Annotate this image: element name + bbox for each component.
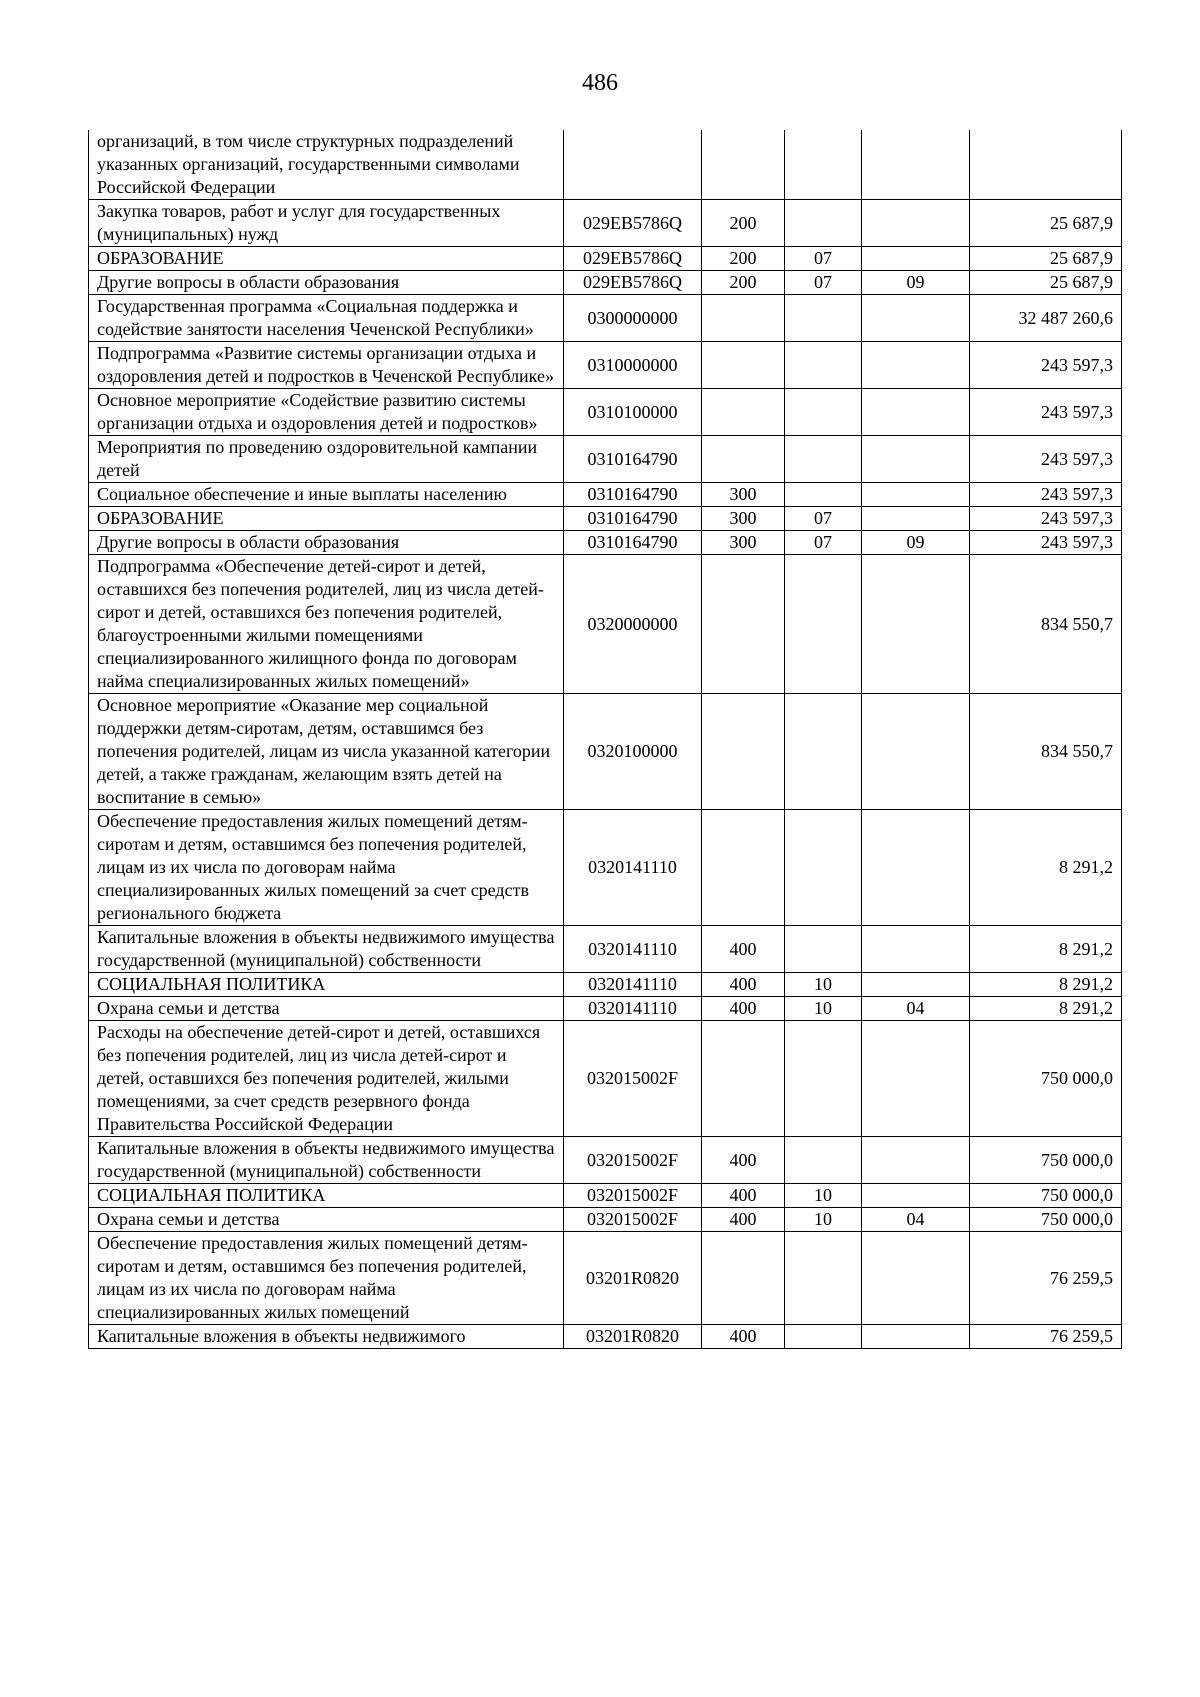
row-name-cell: Охрана семьи и детства (89, 997, 564, 1021)
row-name-cell: Расходы на обеспечение детей-сирот и детей, оставшихся без попечения родителей, лиц из числа детей-сирот и детей, оставшихся без попечения родителей, жилыми помещениями, за счет средств резервного фонда Правительства Российской Федерации (89, 1021, 564, 1137)
row-name-cell: Капитальные вложения в объекты недвижимого (89, 1325, 564, 1349)
row-subsection-cell (862, 483, 970, 507)
row-name-cell: Обеспечение предоставления жилых помещений детям-сиротам и детям, оставшимся без попечения родителей, лицам из их числа по договорам найма специализированных жилых помещений (89, 1232, 564, 1325)
row-section-cell (785, 200, 862, 247)
row-target-article-cell: 032015002F (564, 1021, 702, 1137)
row-amount-cell: 243 597,3 (970, 483, 1122, 507)
row-section-cell (785, 130, 862, 200)
row-amount-cell: 243 597,3 (970, 436, 1122, 483)
row-subsection-cell (862, 810, 970, 926)
row-section-cell: 10 (785, 1184, 862, 1208)
row-section-cell (785, 694, 862, 810)
table-row (89, 271, 1122, 295)
row-target-article-cell: 032015002F (564, 1137, 702, 1184)
table-row (89, 247, 1122, 271)
row-amount-cell: 243 597,3 (970, 507, 1122, 531)
row-subsection-cell (862, 200, 970, 247)
row-expense-type-cell: 400 (702, 973, 785, 997)
row-amount-cell: 8 291,2 (970, 926, 1122, 973)
table-row (89, 973, 1122, 997)
row-expense-type-cell: 200 (702, 200, 785, 247)
table-row (89, 200, 1122, 247)
row-target-article-cell: 0310164790 (564, 483, 702, 507)
table-row (89, 997, 1122, 1021)
row-expense-type-cell: 400 (702, 1208, 785, 1232)
row-amount-cell: 8 291,2 (970, 997, 1122, 1021)
row-name-cell: Другие вопросы в области образования (89, 531, 564, 555)
row-subsection-cell: 04 (862, 997, 970, 1021)
row-section-cell (785, 555, 862, 694)
table-row (89, 810, 1122, 926)
row-subsection-cell (862, 1184, 970, 1208)
table-row (89, 1325, 1122, 1349)
row-amount-cell: 8 291,2 (970, 973, 1122, 997)
row-subsection-cell (862, 1325, 970, 1349)
row-amount-cell: 76 259,5 (970, 1325, 1122, 1349)
row-expense-type-cell (702, 694, 785, 810)
row-section-cell (785, 342, 862, 389)
row-amount-cell: 25 687,9 (970, 200, 1122, 247)
budget-table (88, 130, 1122, 1349)
row-subsection-cell (862, 694, 970, 810)
row-target-article-cell: 0310000000 (564, 342, 702, 389)
row-name-cell: СОЦИАЛЬНАЯ ПОЛИТИКА (89, 973, 564, 997)
row-name-cell: ОБРАЗОВАНИЕ (89, 507, 564, 531)
table-row (89, 1184, 1122, 1208)
row-target-article-cell: 0320141110 (564, 973, 702, 997)
row-name-cell: Основное мероприятие «Содействие развитию системы организации отдыха и оздоровления детей и подростков» (89, 389, 564, 436)
row-expense-type-cell: 400 (702, 1137, 785, 1184)
row-amount-cell: 25 687,9 (970, 271, 1122, 295)
row-target-article-cell (564, 130, 702, 200)
row-amount-cell: 32 487 260,6 (970, 295, 1122, 342)
row-target-article-cell: 0320141110 (564, 997, 702, 1021)
table-row (89, 531, 1122, 555)
row-section-cell: 07 (785, 507, 862, 531)
row-target-article-cell: 03201R0820 (564, 1325, 702, 1349)
row-target-article-cell: 0310100000 (564, 389, 702, 436)
table-row (89, 1208, 1122, 1232)
row-section-cell (785, 1137, 862, 1184)
row-amount-cell: 76 259,5 (970, 1232, 1122, 1325)
table-row (89, 1021, 1122, 1137)
row-target-article-cell: 0310164790 (564, 507, 702, 531)
row-amount-cell (970, 130, 1122, 200)
row-expense-type-cell: 300 (702, 531, 785, 555)
row-expense-type-cell (702, 1021, 785, 1137)
row-target-article-cell: 0320141110 (564, 810, 702, 926)
row-subsection-cell: 04 (862, 1208, 970, 1232)
row-subsection-cell (862, 1137, 970, 1184)
row-expense-type-cell (702, 342, 785, 389)
row-expense-type-cell: 400 (702, 1325, 785, 1349)
row-subsection-cell (862, 926, 970, 973)
row-target-article-cell: 0310164790 (564, 436, 702, 483)
row-section-cell (785, 810, 862, 926)
row-expense-type-cell: 200 (702, 271, 785, 295)
row-target-article-cell: 032015002F (564, 1184, 702, 1208)
row-name-cell: Подпрограмма «Развитие системы организации отдыха и оздоровления детей и подростков в Чеченской Республике» (89, 342, 564, 389)
row-section-cell: 07 (785, 271, 862, 295)
row-section-cell: 10 (785, 1208, 862, 1232)
table-row (89, 130, 1122, 200)
table-row (89, 483, 1122, 507)
row-amount-cell: 243 597,3 (970, 531, 1122, 555)
row-subsection-cell: 09 (862, 271, 970, 295)
row-subsection-cell (862, 973, 970, 997)
row-subsection-cell (862, 1232, 970, 1325)
row-name-cell: Закупка товаров, работ и услуг для государственных (муниципальных) нужд (89, 200, 564, 247)
row-expense-type-cell: 400 (702, 997, 785, 1021)
table-row (89, 295, 1122, 342)
row-section-cell (785, 389, 862, 436)
row-expense-type-cell (702, 436, 785, 483)
row-section-cell (785, 295, 862, 342)
row-section-cell (785, 483, 862, 507)
row-name-cell: Социальное обеспечение и иные выплаты населению (89, 483, 564, 507)
row-amount-cell: 834 550,7 (970, 694, 1122, 810)
row-subsection-cell (862, 389, 970, 436)
row-expense-type-cell: 400 (702, 926, 785, 973)
row-target-article-cell: 032015002F (564, 1208, 702, 1232)
row-amount-cell: 834 550,7 (970, 555, 1122, 694)
row-expense-type-cell: 300 (702, 507, 785, 531)
row-subsection-cell (862, 342, 970, 389)
row-expense-type-cell: 300 (702, 483, 785, 507)
row-target-article-cell: 029EB5786Q (564, 247, 702, 271)
row-subsection-cell (862, 295, 970, 342)
row-amount-cell: 750 000,0 (970, 1021, 1122, 1137)
row-subsection-cell (862, 130, 970, 200)
row-expense-type-cell (702, 555, 785, 694)
row-section-cell: 07 (785, 247, 862, 271)
row-target-article-cell: 0320141110 (564, 926, 702, 973)
row-amount-cell: 8 291,2 (970, 810, 1122, 926)
table-row (89, 389, 1122, 436)
row-subsection-cell (862, 247, 970, 271)
row-expense-type-cell (702, 389, 785, 436)
row-section-cell (785, 436, 862, 483)
row-name-cell: Капитальные вложения в объекты недвижимого имущества государственной (муниципальной) собственности (89, 926, 564, 973)
row-subsection-cell: 09 (862, 531, 970, 555)
table-row (89, 555, 1122, 694)
row-subsection-cell (862, 507, 970, 531)
row-section-cell: 07 (785, 531, 862, 555)
row-name-cell: Другие вопросы в области образования (89, 271, 564, 295)
row-amount-cell: 750 000,0 (970, 1137, 1122, 1184)
row-target-article-cell: 0310164790 (564, 531, 702, 555)
row-subsection-cell (862, 436, 970, 483)
row-section-cell (785, 1232, 862, 1325)
row-target-article-cell: 029EB5786Q (564, 271, 702, 295)
row-name-cell: организаций, в том числе структурных подразделений указанных организаций, государственными символами Российской Федерации (89, 130, 564, 200)
row-target-article-cell: 029EB5786Q (564, 200, 702, 247)
row-expense-type-cell (702, 1232, 785, 1325)
row-section-cell (785, 1325, 862, 1349)
row-expense-type-cell: 400 (702, 1184, 785, 1208)
table-row (89, 1137, 1122, 1184)
table-row (89, 436, 1122, 483)
row-name-cell: Подпрограмма «Обеспечение детей-сирот и детей, оставшихся без попечения родителей, лиц из числа детей-сирот и детей, оставшихся без попечения родителей, благоустроенными жилыми помещениями специализированного жилищного фонда по договорам найма специализированных жилых помещений» (89, 555, 564, 694)
row-section-cell: 10 (785, 973, 862, 997)
row-amount-cell: 750 000,0 (970, 1184, 1122, 1208)
row-name-cell: ОБРАЗОВАНИЕ (89, 247, 564, 271)
table-row (89, 1232, 1122, 1325)
row-amount-cell: 25 687,9 (970, 247, 1122, 271)
table-row (89, 694, 1122, 810)
budget-table-body (89, 130, 1122, 1349)
row-name-cell: Основное мероприятие «Оказание мер социальной поддержки детям-сиротам, детям, оставшимся без попечения родителей, лицам из числа указанной категории детей, а также гражданам, желающим взять детей на воспитание в семью» (89, 694, 564, 810)
row-name-cell: Охрана семьи и детства (89, 1208, 564, 1232)
row-section-cell (785, 1021, 862, 1137)
row-section-cell: 10 (785, 997, 862, 1021)
row-amount-cell: 243 597,3 (970, 389, 1122, 436)
row-target-article-cell: 03201R0820 (564, 1232, 702, 1325)
row-target-article-cell: 0300000000 (564, 295, 702, 342)
row-section-cell (785, 926, 862, 973)
row-target-article-cell: 0320100000 (564, 694, 702, 810)
row-name-cell: Мероприятия по проведению оздоровительной кампании детей (89, 436, 564, 483)
page-number: 486 (582, 70, 618, 96)
row-target-article-cell: 0320000000 (564, 555, 702, 694)
row-amount-cell: 750 000,0 (970, 1208, 1122, 1232)
table-row (89, 926, 1122, 973)
table-row (89, 507, 1122, 531)
row-name-cell: СОЦИАЛЬНАЯ ПОЛИТИКА (89, 1184, 564, 1208)
row-subsection-cell (862, 1021, 970, 1137)
row-amount-cell: 243 597,3 (970, 342, 1122, 389)
row-name-cell: Государственная программа «Социальная поддержка и содействие занятости населения Чеченской Республики» (89, 295, 564, 342)
row-name-cell: Обеспечение предоставления жилых помещений детям-сиротам и детям, оставшимся без попечения родителей, лицам из их числа по договорам найма специализированных жилых помещений за счет средств регионального бюджета (89, 810, 564, 926)
row-expense-type-cell (702, 810, 785, 926)
table-row (89, 342, 1122, 389)
row-subsection-cell (862, 555, 970, 694)
row-name-cell: Капитальные вложения в объекты недвижимого имущества государственной (муниципальной) собственности (89, 1137, 564, 1184)
row-expense-type-cell (702, 295, 785, 342)
row-expense-type-cell: 200 (702, 247, 785, 271)
row-expense-type-cell (702, 130, 785, 200)
